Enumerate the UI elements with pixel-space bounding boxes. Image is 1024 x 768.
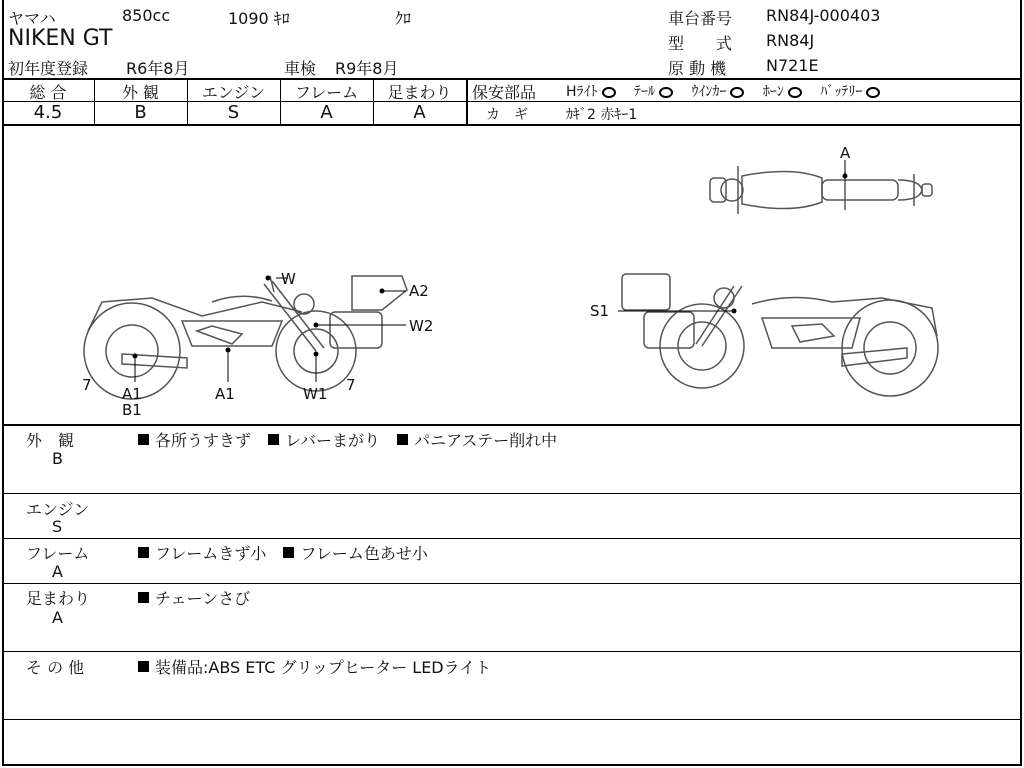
remarks-divider [2, 583, 1022, 584]
damage-mark-label: S1 [590, 302, 610, 320]
grade-exterior-value: B [134, 102, 147, 123]
safety-item [763, 84, 802, 100]
bullet-square-icon [268, 434, 279, 445]
section-title-engine: エンジン [26, 500, 90, 519]
displacement: 850cc [122, 6, 171, 25]
right-view-bike-icon [622, 274, 938, 396]
remark-text: 各所うすきず [155, 431, 252, 450]
grade-engine-value: S [227, 102, 240, 123]
section-grade-suspension: A [52, 608, 63, 627]
safety-items [566, 81, 880, 101]
maker: ヤマハ [8, 9, 56, 28]
section-remarks-other [138, 655, 503, 678]
damage-mark-label: A [840, 144, 851, 162]
remark-item [138, 589, 250, 608]
color: ｸﾛ [395, 9, 412, 28]
remarks-top [2, 424, 1022, 426]
grade-overall-value: 4.5 [33, 102, 63, 123]
damage-diagram [2, 126, 1022, 424]
remark-text: フレーム色あせ小 [300, 544, 428, 563]
bullet-square-icon [138, 547, 149, 558]
ok-circle-icon [602, 87, 616, 98]
engine-label: 原 動 機 [668, 59, 727, 78]
remark-item [138, 544, 266, 563]
safety-item-label: Hﾗｲﾄ [566, 84, 598, 100]
safety-item-label: ﾎｰﾝ [762, 84, 784, 100]
grade-suspension-label: 足まわり [387, 83, 452, 102]
type-label: 型 式 [668, 34, 733, 53]
section-title-other: そ の 他 [26, 658, 85, 677]
remark-item [138, 658, 491, 677]
engine-value: N721E [766, 56, 819, 75]
safety-item-label: ﾊﾞｯﾃﾘｰ [820, 84, 863, 100]
bullet-square-icon [283, 547, 294, 558]
damage-mark-label: 7 [346, 376, 356, 394]
safety-item-label: ﾃｰﾙ [633, 84, 655, 100]
section-grade-engine: S [52, 517, 63, 536]
section-title-suspension: 足まわり [26, 589, 91, 608]
safety-item [820, 84, 880, 100]
mileage: 1090 ｷﾛ [228, 9, 290, 28]
safety-item-label: ｳｲﾝｶｰ [691, 84, 727, 100]
ok-circle-icon [788, 87, 802, 98]
inspection-value: R9年8月 [335, 59, 399, 78]
damage-mark-label: A1 [215, 385, 235, 403]
frame-no-value: RN84J-000403 [766, 6, 881, 25]
first-reg-value: R6年8月 [126, 59, 190, 78]
frame-no-label: 車台番号 [668, 9, 733, 28]
grade-frame-label: フレーム [294, 83, 359, 102]
type-value: RN84J [766, 31, 815, 50]
bullet-square-icon [138, 434, 149, 445]
remark-item [397, 431, 557, 450]
left-view-bike-icon [84, 276, 407, 399]
damage-mark-label: W [281, 270, 296, 288]
remark-item [268, 431, 380, 450]
ok-circle-icon [659, 87, 673, 98]
ok-circle-icon [866, 87, 880, 98]
bullet-square-icon [138, 661, 149, 672]
damage-mark-label: 7 [82, 376, 92, 394]
damage-mark-label: W2 [409, 317, 434, 335]
remarks-divider [2, 538, 1022, 539]
section-remarks-suspension [138, 586, 262, 609]
top-view-bike-icon [710, 166, 932, 214]
section-grade-exterior: B [52, 449, 63, 468]
damage-mark-label: W1 [303, 385, 328, 403]
section-grade-frame: A [52, 562, 63, 581]
remark-text: パニアステー削れ中 [414, 431, 558, 450]
ok-circle-icon [730, 87, 744, 98]
safety-item [566, 84, 616, 100]
key-value: ｶｷﾞ2 赤ｷｰ1 [566, 107, 638, 123]
remark-item [138, 431, 251, 450]
grade-suspension-value: A [413, 102, 426, 123]
remark-text: 装備品:ABS ETC グリップヒーター LEDライト [155, 658, 492, 677]
first-reg-label: 初年度登録 [8, 59, 89, 78]
safety-label: 保安部品 [472, 83, 537, 102]
damage-mark-label: A1 [122, 385, 142, 403]
grade-frame-value: A [320, 102, 333, 123]
section-remarks-exterior [138, 428, 569, 451]
grade-exterior-label: 外 観 [121, 83, 160, 102]
remarks-divider [2, 651, 1022, 652]
remark-item [283, 544, 427, 563]
remark-text: フレームきず小 [155, 544, 267, 563]
safety-mid [466, 101, 1022, 102]
bullet-square-icon [138, 592, 149, 603]
damage-mark-label: A2 [409, 282, 429, 300]
section-title-exterior: 外 観 [26, 431, 75, 450]
col-divider [466, 78, 468, 124]
key-label: カ ギ [486, 107, 528, 123]
remark-text: チェーンさび [155, 589, 251, 608]
bullet-square-icon [397, 434, 408, 445]
safety-item [691, 84, 744, 100]
remarks-divider [2, 719, 1022, 720]
remark-text: レバーまがり [285, 431, 380, 450]
grade-overall-label: 総 合 [29, 83, 67, 102]
remarks-divider [2, 493, 1022, 494]
section-remarks-frame [138, 541, 440, 564]
grade-engine-label: エンジン [201, 83, 266, 102]
model-name: NIKEN GT [8, 26, 113, 51]
safety-item [634, 84, 673, 100]
damage-mark-label: B1 [122, 401, 142, 419]
section-title-frame: フレーム [26, 544, 90, 563]
inspection-label: 車検 [284, 59, 317, 78]
